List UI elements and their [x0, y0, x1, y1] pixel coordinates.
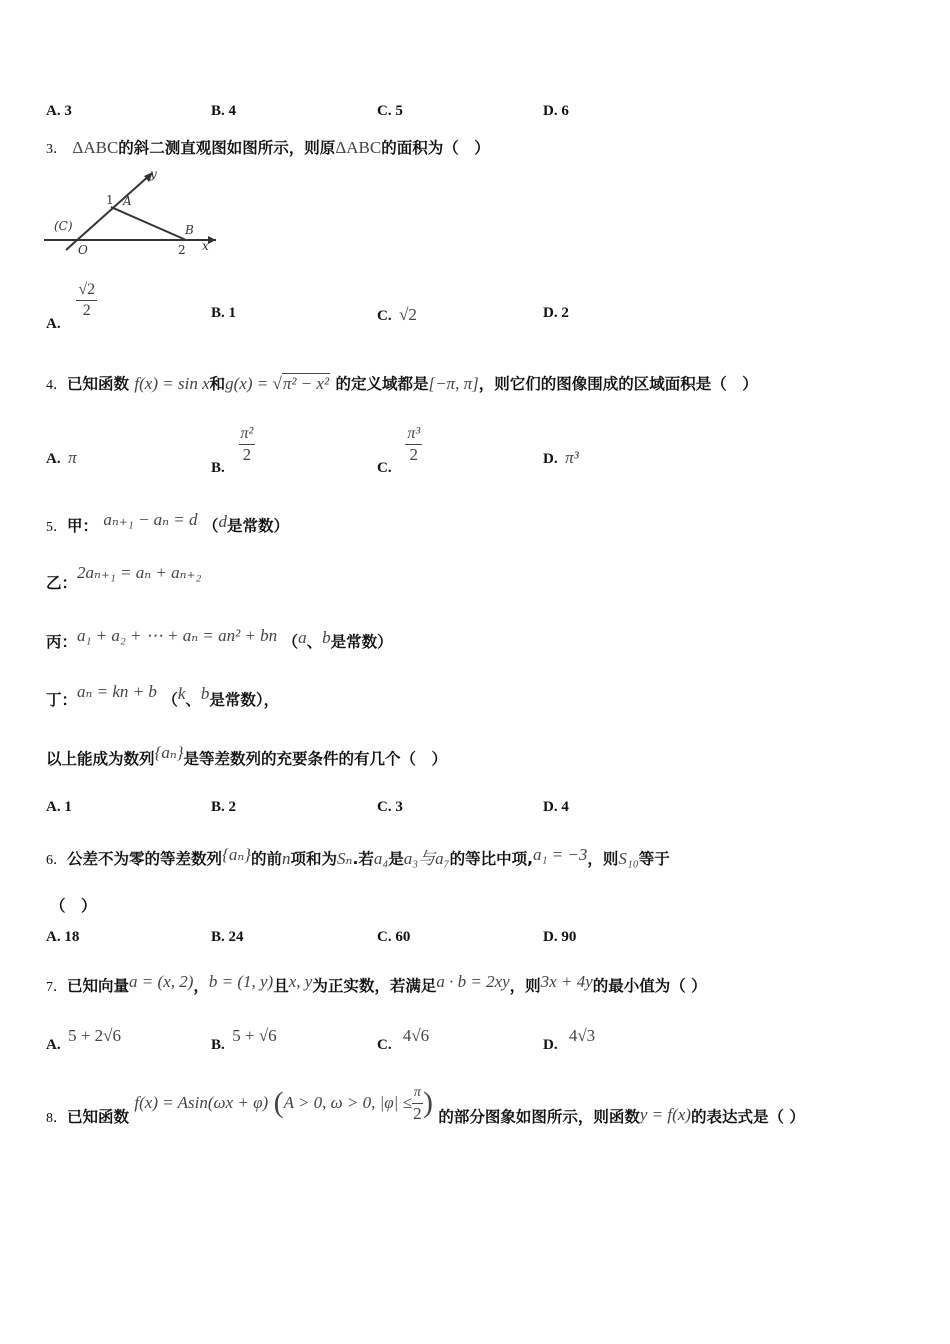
x-arrow-icon [208, 236, 216, 244]
q5-bing: 丙：a₁ + a₂ + ⋯ + aₙ = an² + bn （a、b是常数） [46, 626, 393, 651]
q3-option-a[interactable]: A. $\frac{√2}{2}$ [46, 281, 96, 332]
q3-figure [40, 162, 230, 262]
q3-option-c[interactable]: C. √2 [377, 305, 417, 324]
q5-yi: 乙：2aₙ₊₁ = aₙ + aₙ₊₂ [46, 563, 202, 592]
q6-stem: 6．公差不为零的等差数列{aₙ}的前n项和为Sₙ.若a₄是a₃与a₇的等比中项,a₁ = −3，则S₁₀等于 [46, 845, 670, 868]
q2-option-c[interactable]: C. 5 [377, 103, 403, 119]
y-axis [66, 174, 151, 250]
q6-option-c[interactable]: C. 60 [377, 929, 411, 945]
q5-option-d[interactable]: D. 4 [543, 799, 569, 815]
q5-jia: 5．甲： aₙ₊₁ − aₙ = d （d是常数） [46, 510, 289, 535]
q7-option-c[interactable]: C. 4√6 [377, 1026, 430, 1053]
q7-option-a[interactable]: A. 5 + 2√6 [46, 1026, 122, 1053]
y-label: y [150, 167, 157, 181]
q2-option-b[interactable]: B. 4 [211, 103, 237, 119]
q3-option-d[interactable]: D. 2 [543, 305, 569, 321]
tick-1-label: 1 [106, 193, 114, 207]
q7-option-d[interactable]: D. 4√3 [543, 1026, 596, 1053]
segment-ab [111, 207, 186, 240]
origin-label: O [78, 243, 88, 257]
q5-option-c[interactable]: C. 3 [377, 799, 403, 815]
q6-option-a[interactable]: A. 18 [46, 929, 80, 945]
q3-stem: 3． ΔABC的斜二测直观图如图所示，则原ΔABC的面积为（ ） [46, 138, 490, 157]
q4-option-a[interactable]: A. π [46, 448, 77, 467]
q2-option-a[interactable]: A. 3 [46, 103, 72, 119]
q4-option-d[interactable]: D. π³ [543, 448, 579, 467]
q5-ding: 丁：aₙ = kn + b （k、b是常数）， [46, 682, 280, 709]
q5-option-b[interactable]: B. 2 [211, 799, 237, 815]
x-label: x [202, 239, 209, 253]
q6-paren: （ ） [50, 897, 97, 915]
q6-option-d[interactable]: D. 90 [543, 929, 577, 945]
q4-option-c[interactable]: C. $\frac{\text{π³}}{2}$ [377, 425, 421, 476]
q3-option-b[interactable]: B. 1 [211, 305, 237, 321]
q2-option-d[interactable]: D. 6 [543, 103, 569, 119]
q8-stem: 8．已知函数 f(x) = Asin(ωx + φ) (A > 0, ω > 0, |φ| ≤ $\frac{\pi}{2}$ ) 的部分图象如图所示，则函数y = f(x)的表达式是（ ） [46, 1085, 805, 1126]
point-c-label: (C) [54, 219, 73, 233]
q7-option-b[interactable]: B. 5 + √6 [211, 1026, 277, 1053]
point-b-label: B [185, 223, 194, 237]
q7-stem: 7．已知向量a = (x, 2)，b = (1, y)且x, y为正实数，若满足a · b = 2xy，则3x + 4y的最小值为（ ） [46, 972, 707, 995]
tick-2-label: 2 [178, 243, 186, 257]
q5-option-a[interactable]: A. 1 [46, 799, 72, 815]
q6-option-b[interactable]: B. 24 [211, 929, 244, 945]
q5-summary: 以上能成为数列{aₙ}是等差数列的充要条件的有几个（ ） [46, 743, 448, 768]
q4-stem: 4．已知函数 f(x) = sin x和g(x) = √π² − x² 的定义域都是[−π, π]，则它们的图像围成的区域面积是（ ） [46, 374, 758, 393]
q4-option-b[interactable]: B. $\frac{\text{π²}}{2}$ [211, 425, 254, 476]
point-a-label: A [123, 194, 132, 208]
